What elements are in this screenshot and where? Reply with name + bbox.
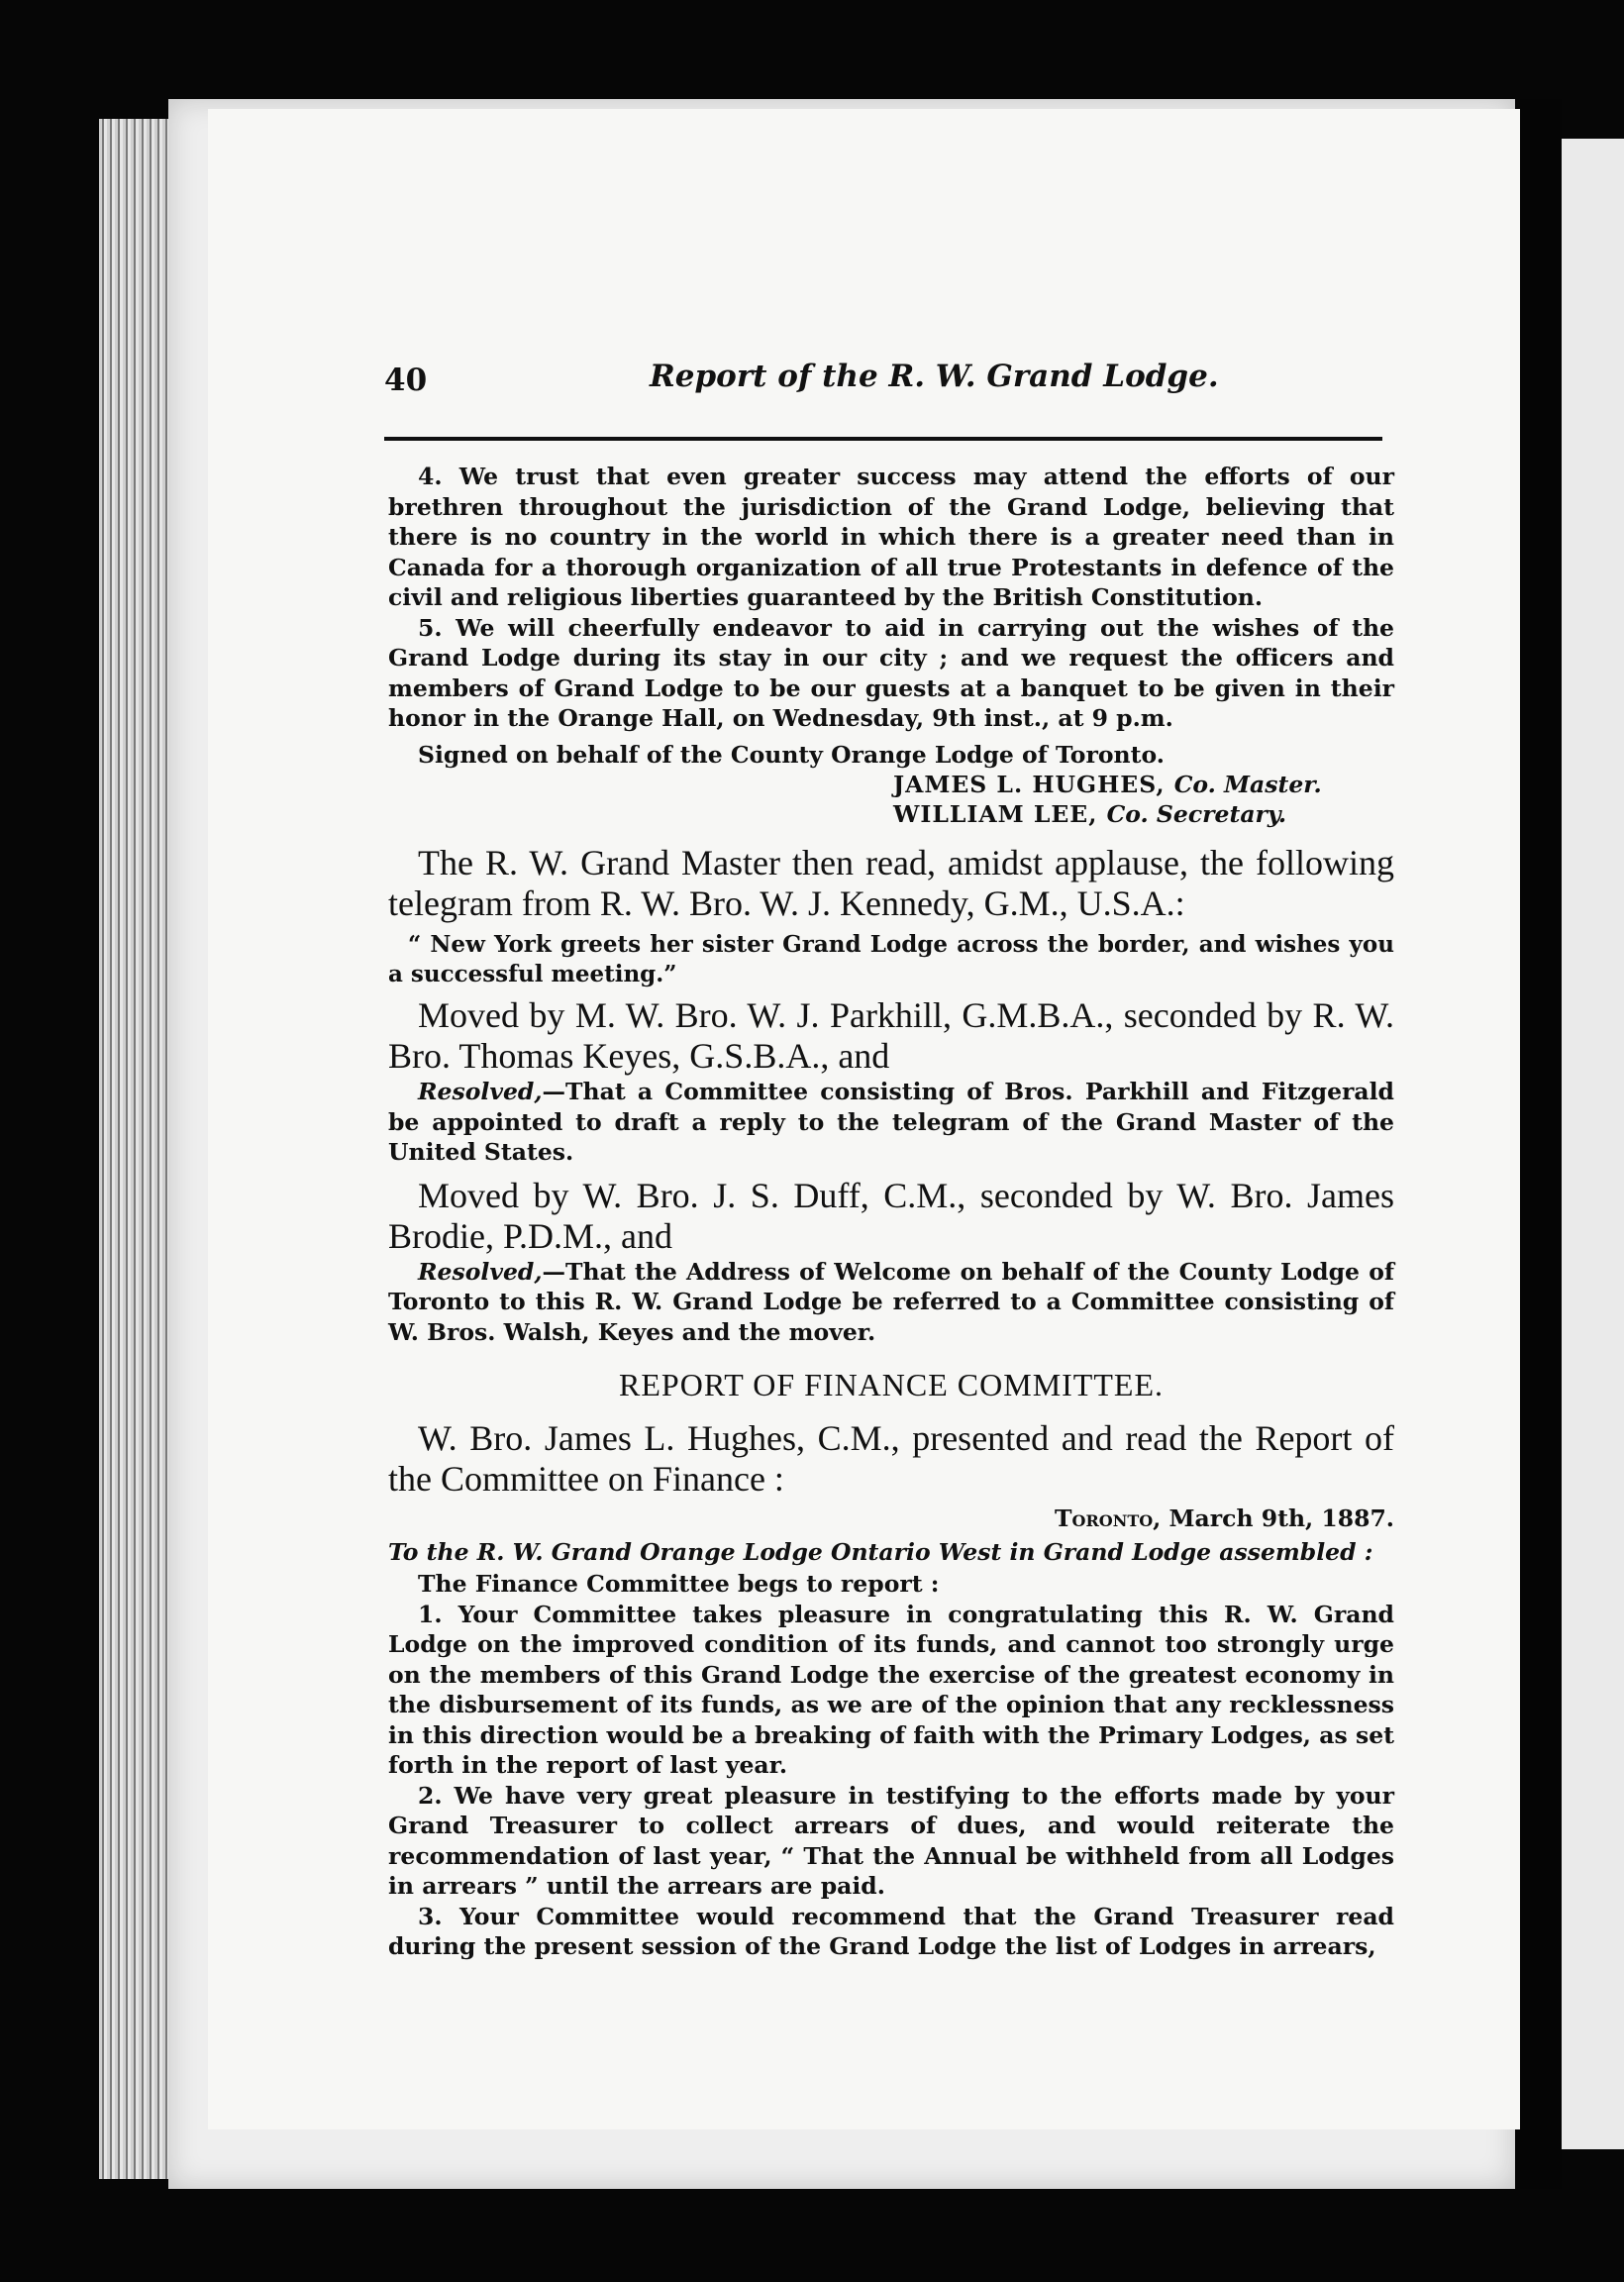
finance-item-3: 3. Your Committee would recommend that the Grand Treasurer read during the present session of the Grand Lodge the list of Lodges in arrears, [388, 1902, 1394, 1960]
header-rule [384, 437, 1382, 441]
section-title: REPORT OF FINANCE COMMITTEE. [619, 1367, 1164, 1402]
page-body [388, 458, 1394, 1962]
signature-name: JAMES L. HUGHES, [893, 771, 1166, 798]
resolution-2 [388, 1257, 1394, 1348]
telegram-intro: The R. W. Grand Master then read, amidst applause, the following telegram from R. W. Bro. W. J. Kennedy, G.M., U.S.A.: [388, 843, 1394, 923]
page-number: 40 [384, 363, 428, 398]
signature-name: WILLIAM LEE, [893, 800, 1098, 828]
address-line: To the R. W. Grand Orange Lodge Ontario West in Grand Lodge assembled : [388, 1538, 1373, 1566]
resolution-text: —That the Address of Welcome on behalf of the County Lodge of Toronto to this R. W. Grand Lodge be referred to a Committee consisting of W. Bros. Walsh, Keyes and the mover. [388, 1257, 1394, 1346]
telegram-quote: “ New York greets her sister Grand Lodge across the border, and wishes you a successful meeting.” [388, 931, 1394, 987]
finance-item-1: 1. Your Committee takes pleasure in congratulating this R. W. Grand Lodge on the improved condition of its funds, and cannot too strongly urge on the members of this Grand Lodge the exercise of the greatest economy in the disbursement of its funds, as we are of the opinion that any recklessness in this direction would be a breaking of faith with the Primary Lodges, as set forth in the report of last year. [388, 1600, 1394, 1779]
finance-intro: W. Bro. James L. Hughes, C.M., presented and read the Report of the Committee on Finance : [388, 1418, 1394, 1499]
begs-to-report: The Finance Committee begs to report : [418, 1570, 940, 1598]
signed-line: Signed on behalf of the County Orange Lodge of Toronto. [418, 740, 1165, 769]
resolved-label: Resolved, [418, 1257, 543, 1286]
signature-co-secretary [388, 799, 1394, 829]
resolution-text: —That a Committee consisting of Bros. Parkhill and Fitzgerald be appointed to draft a reply to the telegram of the Grand Master of the United States. [388, 1078, 1394, 1166]
paragraph-5: 5. We will cheerfully endeavor to aid in carrying out the wishes of the Grand Lodge during its stay in our city ; and we request the officers and members of Grand Lodge to be our guests at a banquet to be given in their honor in the Orange Hall, on Wednesday, 9th inst., at 9 p.m. [388, 613, 1394, 732]
finance-item-2: 2. We have very great pleasure in testifying to the efforts made by your Grand Treasurer to collect arrears of dues, and would reiterate the recommendation of last year, “ That the Annual be withheld from all Lodges in arrears ” until the arrears are paid. [388, 1781, 1394, 1900]
motion-2: Moved by W. Bro. J. S. Duff, C.M., seconded by W. Bro. James Brodie, P.D.M., and [388, 1175, 1394, 1256]
running-title: Report of the R. W. Grand Lodge. [650, 359, 1219, 394]
facing-page-edge [1562, 139, 1624, 2149]
signature-title: Co. Secretary. [1106, 800, 1287, 828]
paragraph-4: 4. We trust that even greater success may attend the efforts of our brethren throughout the jurisdiction of the Grand Lodge, believing that there is no country in the world in which there is a greater need than in Canada for a thorough organization of all true Protestants in defence of the civil and religious liberties guaranteed by the British Constitution. [388, 463, 1394, 611]
dateline [388, 1504, 1394, 1533]
dateline-place: Toronto, [1055, 1504, 1162, 1532]
page-header [384, 359, 1384, 408]
motion-1: Moved by M. W. Bro. W. J. Parkhill, G.M.B.A., seconded by R. W. Bro. Thomas Keyes, G.S.B.A., and [388, 995, 1394, 1076]
signature-title: Co. Master. [1173, 771, 1322, 798]
dateline-date: March 9th, 1887. [1168, 1504, 1394, 1532]
book-gutter [1520, 99, 1562, 2189]
resolved-label: Resolved, [418, 1078, 543, 1105]
signature-co-master [388, 770, 1394, 799]
resolution-1 [388, 1077, 1394, 1168]
